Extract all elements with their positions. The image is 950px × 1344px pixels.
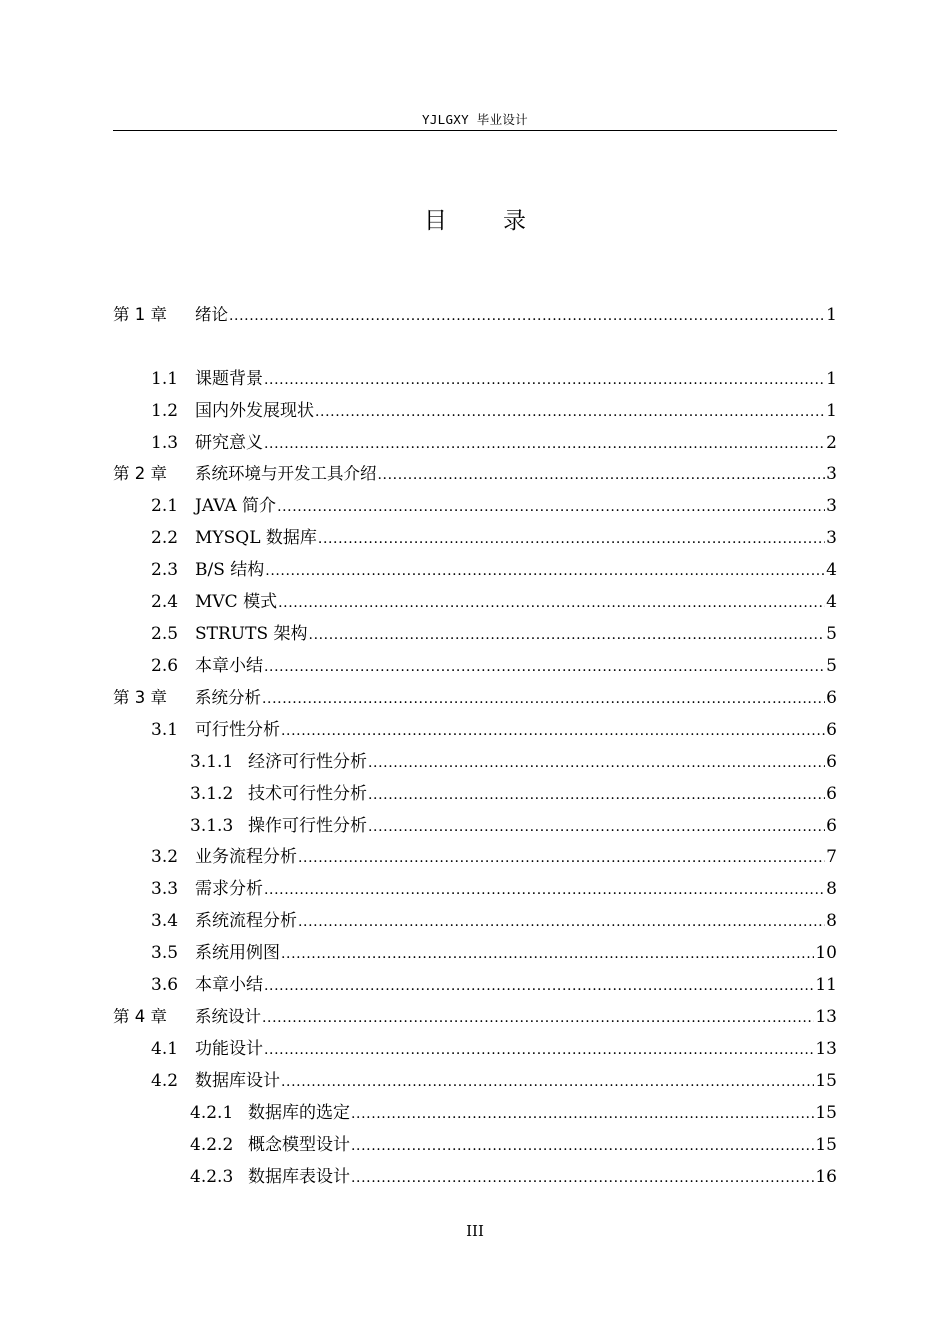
toc-entry-page: 13 xyxy=(815,1039,837,1059)
toc-entry-number: 3.6 xyxy=(151,975,179,995)
toc-entry-2-3[interactable] xyxy=(113,558,837,582)
toc-entry-page: 13 xyxy=(815,1007,837,1027)
toc-entry-1-2[interactable] xyxy=(113,399,837,423)
toc-entry-title: MYSQL 数据库 xyxy=(195,528,317,548)
toc-entry-number: 3.1.2 xyxy=(190,784,234,804)
toc-entry-page: 5 xyxy=(826,656,837,676)
toc-entry-title: STRUTS 架构 xyxy=(195,624,308,644)
toc-entry-page: 6 xyxy=(826,688,837,708)
page-number: III xyxy=(466,1222,484,1240)
toc-entry-2-6[interactable] xyxy=(113,654,837,678)
toc-entry-number: 3.4 xyxy=(151,911,179,931)
toc-entry-page: 1 xyxy=(826,305,837,325)
toc-entry-page: 6 xyxy=(826,720,837,740)
toc-entry-3-6[interactable] xyxy=(113,973,837,997)
dot-leader xyxy=(351,1102,814,1126)
toc-entry-number: 2.4 xyxy=(151,592,179,612)
toc-entry-title: 研究意义 xyxy=(195,433,263,453)
toc-entry-title: 系统分析 xyxy=(195,688,261,707)
toc-entry-number: 4.2 xyxy=(151,1071,179,1091)
toc-entry-3-1[interactable] xyxy=(113,718,837,742)
toc-entry-number: 2.2 xyxy=(151,528,179,548)
toc-entry-title: 数据库设计 xyxy=(195,1071,280,1091)
toc-entry-page: 3 xyxy=(826,528,837,548)
toc-entry-title: JAVA 简介 xyxy=(195,496,277,516)
toc-entry-page: 2 xyxy=(826,433,837,453)
toc-entry-2-2[interactable] xyxy=(113,526,837,550)
toc-entry-page: 10 xyxy=(815,943,837,963)
toc-entry-title: 技术可行性分析 xyxy=(248,784,367,804)
toc-entry-page: 4 xyxy=(826,560,837,580)
toc-entry-title: 本章小结 xyxy=(195,656,263,676)
toc-entry-title: 系统设计 xyxy=(195,1007,261,1026)
toc-entry-chapter-4[interactable] xyxy=(113,1005,837,1029)
toc-entry-page: 6 xyxy=(826,784,837,804)
toc-entry-number: 3.1.1 xyxy=(190,752,234,772)
toc-entry-number: 4.2.3 xyxy=(190,1167,234,1187)
toc-entry-title: 系统用例图 xyxy=(195,943,280,963)
toc-entry-title: 数据库的选定 xyxy=(248,1103,350,1123)
dot-leader xyxy=(281,942,814,966)
dot-leader xyxy=(351,1166,814,1190)
dot-leader xyxy=(264,878,825,902)
dot-leader xyxy=(298,846,825,870)
toc-entry-4-2-1[interactable] xyxy=(113,1101,837,1125)
dot-leader xyxy=(265,559,825,583)
dot-leader xyxy=(309,623,826,647)
toc-entry-chapter-3[interactable] xyxy=(113,686,837,710)
toc-entry-title: MVC 模式 xyxy=(195,592,278,612)
toc-entry-1-3[interactable] xyxy=(113,431,837,455)
toc-entry-page: 1 xyxy=(826,369,837,389)
toc-entry-number: 4.2.2 xyxy=(190,1135,234,1155)
toc-entry-4-1[interactable] xyxy=(113,1037,837,1061)
toc-entry-2-1[interactable] xyxy=(113,494,837,518)
toc-entry-number: 1.2 xyxy=(151,401,179,421)
toc-entry-4-2-3[interactable] xyxy=(113,1165,837,1189)
toc-entry-2-4[interactable] xyxy=(113,590,837,614)
toc-entry-number: 2.3 xyxy=(151,560,179,580)
toc-entry-3-1-3[interactable] xyxy=(113,814,837,838)
toc-entry-title: 系统流程分析 xyxy=(195,911,297,931)
toc-title-char-2: 录 xyxy=(503,208,526,234)
dot-leader xyxy=(264,974,814,998)
toc-entry-title: 系统环境与开发工具介绍 xyxy=(195,464,377,483)
toc-entry-title: 国内外发展现状 xyxy=(195,401,314,421)
toc-entry-chapter-1[interactable] xyxy=(113,303,837,327)
toc-entry-number: 3.3 xyxy=(151,879,179,899)
toc-entry-number: 3.5 xyxy=(151,943,179,963)
dot-leader xyxy=(277,495,825,519)
toc-entry-page: 3 xyxy=(826,496,837,516)
toc-entry-page: 6 xyxy=(826,816,837,836)
toc-entry-title: 操作可行性分析 xyxy=(248,816,367,836)
toc-entry-4-2-2[interactable] xyxy=(113,1133,837,1157)
running-header: YJLGXY 毕业设计 xyxy=(422,112,528,127)
toc-entry-page: 5 xyxy=(826,624,837,644)
toc-entry-2-5[interactable] xyxy=(113,622,837,646)
toc-entry-1-1[interactable] xyxy=(113,367,837,391)
toc-entry-3-4[interactable] xyxy=(113,909,837,933)
toc-entry-title: 经济可行性分析 xyxy=(248,752,367,772)
dot-leader xyxy=(298,910,825,934)
toc-entry-page: 15 xyxy=(815,1103,837,1123)
toc-entry-title: B/S 结构 xyxy=(195,560,265,580)
toc-entry-page: 15 xyxy=(815,1135,837,1155)
toc-title-char-1: 目 xyxy=(424,208,447,234)
toc-entry-4-2[interactable] xyxy=(113,1069,837,1093)
toc-entry-number: 3.1.3 xyxy=(190,816,234,836)
toc-entry-title: 业务流程分析 xyxy=(195,847,297,867)
toc-entry-title: 概念模型设计 xyxy=(248,1135,350,1155)
toc-title xyxy=(0,202,950,235)
dot-leader xyxy=(315,400,825,424)
toc-entry-chapter-2[interactable] xyxy=(113,462,837,486)
toc-entry-number: 1.3 xyxy=(151,433,179,453)
toc-entry-title: 功能设计 xyxy=(195,1039,263,1059)
dot-leader xyxy=(368,815,825,839)
toc-entry-number: 3.2 xyxy=(151,847,179,867)
toc-entry-title: 课题背景 xyxy=(195,369,263,389)
toc-entry-number: 3.1 xyxy=(151,720,179,740)
toc-entry-title: 本章小结 xyxy=(195,975,263,995)
dot-leader xyxy=(264,368,825,392)
toc-entry-page: 1 xyxy=(826,401,837,421)
dot-leader xyxy=(262,687,825,711)
toc-entry-number: 第 3 章 xyxy=(113,688,167,707)
toc-entry-3-2[interactable] xyxy=(113,845,837,869)
toc-entry-page: 4 xyxy=(826,592,837,612)
dot-leader xyxy=(281,719,825,743)
toc-entry-title: 数据库表设计 xyxy=(248,1167,350,1187)
toc-entry-3-1-2[interactable] xyxy=(113,782,837,806)
dot-leader xyxy=(264,655,825,679)
toc-entry-number: 2.6 xyxy=(151,656,179,676)
toc-entry-page: 6 xyxy=(826,752,837,772)
toc-entry-title: 需求分析 xyxy=(195,879,263,899)
dot-leader xyxy=(318,527,825,551)
dot-leader xyxy=(368,783,825,807)
toc-entry-number: 第 2 章 xyxy=(113,464,167,483)
toc-entry-title: 可行性分析 xyxy=(195,720,280,740)
dot-leader xyxy=(264,1038,814,1062)
toc-entry-page: 8 xyxy=(826,879,837,899)
toc-entry-page: 8 xyxy=(826,911,837,931)
toc-entry-page: 11 xyxy=(815,975,837,995)
dot-leader xyxy=(281,1070,814,1094)
dot-leader xyxy=(278,591,825,615)
header-rule xyxy=(113,130,837,131)
toc-entry-number: 2.5 xyxy=(151,624,179,644)
toc-entry-number: 第 1 章 xyxy=(113,305,167,324)
toc-entry-number: 4.1 xyxy=(151,1039,179,1059)
toc-entry-page: 16 xyxy=(815,1167,837,1187)
toc-entry-number: 4.2.1 xyxy=(190,1103,234,1123)
toc-entry-number: 第 4 章 xyxy=(113,1007,167,1026)
toc-entry-title: 绪论 xyxy=(195,305,228,324)
dot-leader xyxy=(351,1134,814,1158)
dot-leader xyxy=(378,463,826,487)
toc-entry-page: 7 xyxy=(826,847,837,867)
toc-entry-3-3[interactable] xyxy=(113,877,837,901)
toc-entry-number: 2.1 xyxy=(151,496,179,516)
toc-entry-page: 15 xyxy=(815,1071,837,1091)
dot-leader xyxy=(264,432,825,456)
toc-entry-page: 3 xyxy=(826,464,837,484)
dot-leader xyxy=(368,751,825,775)
toc-entry-3-5[interactable] xyxy=(113,941,837,965)
dot-leader xyxy=(229,304,825,328)
dot-leader xyxy=(262,1006,814,1030)
toc-entry-3-1-1[interactable] xyxy=(113,750,837,774)
toc-entry-number: 1.1 xyxy=(151,369,179,389)
